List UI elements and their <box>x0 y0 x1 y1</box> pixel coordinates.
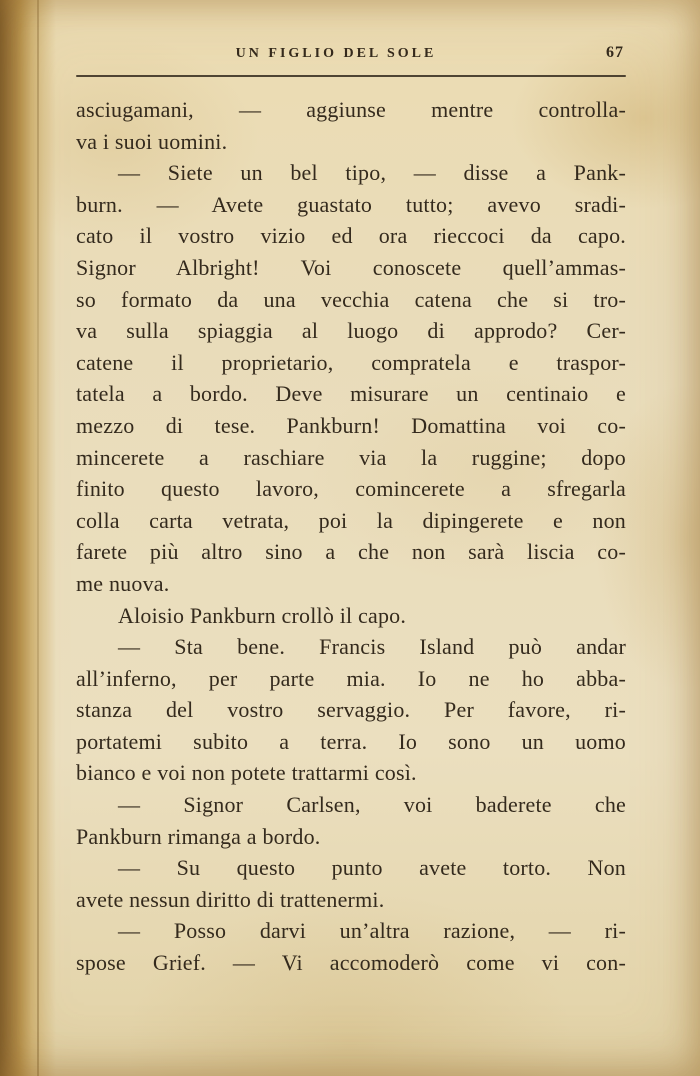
paragraph <box>76 852 626 915</box>
text-line: burn. — Avete guastato tutto; avevo sradi- <box>76 191 626 217</box>
text-line: Pankburn rimanga a bordo. <box>76 823 321 849</box>
text-line: Aloisio Pankburn crollò il capo. <box>118 602 407 628</box>
text-line: farete più altro sino a che non sarà liscia co- <box>76 539 626 565</box>
text-line: — Siete un bel tipo, — disse a Pank- <box>118 160 626 186</box>
text-line: — Su questo punto avete torto. Non <box>118 855 626 881</box>
paragraph <box>76 94 626 157</box>
text-line: mezzo di tese. Pankburn! Domattina voi co- <box>76 412 626 438</box>
paragraph <box>76 631 626 789</box>
text-line: va sulla spiaggia al luogo di approdo? Cer- <box>76 318 626 344</box>
body-text <box>76 94 626 979</box>
header-rule <box>76 75 626 77</box>
paragraph <box>76 600 626 632</box>
text-line: va i suoi uomini. <box>76 128 228 154</box>
text-line: asciugamani, — aggiunse mentre controlla- <box>76 97 626 122</box>
paragraph <box>76 157 626 599</box>
text-line: me nuova. <box>76 570 170 596</box>
text-line: — Sta bene. Francis Island può andar <box>118 634 626 660</box>
text-line: colla carta vetrata, poi la dipingerete e non <box>76 507 626 533</box>
paragraph <box>76 915 626 978</box>
text-line: — Posso darvi un’altra razione, — ri- <box>118 918 626 944</box>
text-line: finito questo lavoro, comincerete a sfregarla <box>76 476 626 502</box>
text-line: so formato da una vecchia catena che si tro- <box>76 286 626 312</box>
book-binding-edge <box>0 0 56 1076</box>
text-line: mincerete a raschiare via la ruggine; dopo <box>76 444 626 470</box>
text-line: catene il proprietario, compratela e traspor- <box>76 349 626 375</box>
text-line: portatemi subito a terra. Io sono un uomo <box>76 728 626 754</box>
paragraph <box>76 789 626 852</box>
text-line: bianco e voi non potete trattarmi così. <box>76 760 417 786</box>
text-line: stanza del vostro servaggio. Per favore, ri- <box>76 697 626 723</box>
text-line: Signor Albright! Voi conoscete quell’ammas- <box>76 254 626 280</box>
page-content <box>76 44 626 979</box>
text-line: all’inferno, per parte mia. Io ne ho abba- <box>76 665 626 691</box>
running-title: UN FIGLIO DEL SOLE <box>235 46 437 61</box>
text-line: spose Grief. — Vi accomoderò come vi con- <box>76 950 626 976</box>
text-line: — Signor Carlsen, voi baderete che <box>118 792 626 818</box>
page-header <box>76 44 626 66</box>
text-line: avete nessun diritto di trattenermi. <box>76 886 385 912</box>
text-line: cato il vostro vizio ed ora rieccoci da capo. <box>76 223 626 249</box>
page-number: 67 <box>606 44 624 61</box>
text-line: tatela a bordo. Deve misurare un centinaio e <box>76 381 626 407</box>
